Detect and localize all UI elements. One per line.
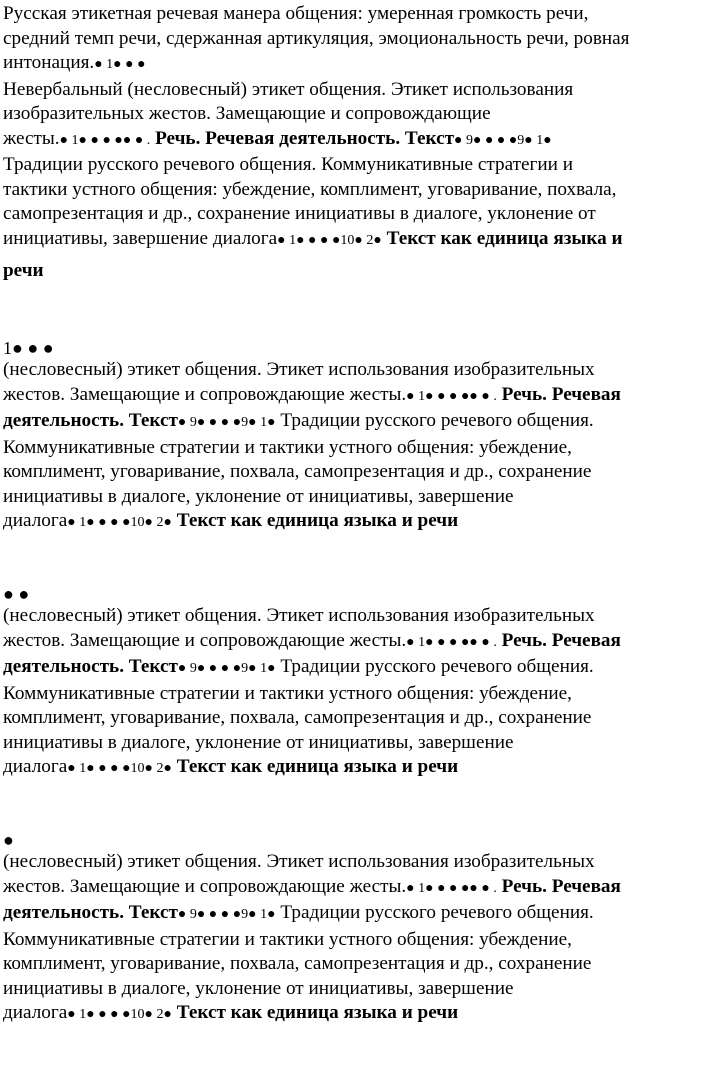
marker-glyphs: ● 1● ● ● ●10● 2●	[67, 515, 172, 530]
text-line: Коммуникативные стратегии и тактики устного общения: убеждение,	[3, 682, 572, 704]
text-line	[3, 629, 701, 656]
text-block-2	[3, 338, 701, 536]
text-line	[3, 901, 701, 928]
marker-glyphs: ● 9● ● ● ●9● 1●	[177, 415, 276, 430]
text-line: инициативы в диалоге, уклонение от инициативы, завершение	[3, 731, 514, 753]
text-line: комплимент, уговаривание, похвала, самопрезентация и др., сохранение	[3, 707, 592, 728]
marker-glyphs: ● 1● ● ● ●10● 2●	[67, 761, 172, 776]
text-line	[3, 51, 701, 78]
marker-glyphs: ● 1● ● ●	[94, 57, 146, 72]
marker-glyphs: ● 9● ● ● ●9● 1●	[177, 907, 276, 922]
marker-glyphs: 1● ● ●	[3, 338, 54, 358]
text-line: Коммуникативные стратегии и тактики устного общения: убеждение,	[3, 928, 572, 950]
bold-heading: деятельность. Текст	[3, 902, 178, 923]
bold-heading: деятельность. Текст	[3, 656, 178, 677]
text-line	[3, 509, 701, 536]
text-fragment: Традиции русского речевого общения.	[280, 410, 594, 431]
bold-heading: Текст как единица языка и речи	[176, 510, 459, 531]
marker-glyphs: ● ●	[3, 584, 30, 604]
text-line	[3, 227, 701, 254]
text-line	[3, 259, 701, 284]
text-fragment: диалога	[3, 1002, 68, 1023]
text-line: самопрезентация и др., сохранение инициативы в диалоге, уклонение от	[3, 203, 596, 224]
text-fragment: Традиции русского речевого общения.	[280, 902, 594, 923]
marker-glyphs: ● 1● ● ● ●● ● .	[406, 388, 497, 404]
text-fragment: диалога	[3, 756, 68, 777]
text-fragment: диалога	[3, 510, 68, 531]
text-line: средний темп речи, сдержанная артикуляция, эмоциональность речи, ровная	[3, 27, 630, 49]
marker-glyphs: ● 1● ● ● ●● ● .	[406, 880, 497, 896]
text-line: (несловесный) этикет общения. Этикет использования изобразительных	[3, 605, 595, 626]
marker-glyphs: ● 9● ● ● ●9● 1●	[454, 132, 552, 148]
text-line: тактики устного общения: убеждение, комплимент, уговаривание, похвала,	[3, 178, 617, 200]
text-fragment: жестов. Замещающие и сопровождающие жесты.	[3, 383, 407, 405]
text-fragment: интонация.	[3, 52, 95, 73]
bold-heading: Текст как единица языка и	[386, 227, 623, 249]
marker-glyphs: ● 1● ● ● ●10● 2●	[277, 232, 382, 248]
text-line	[3, 875, 701, 902]
marker-glyphs: ●	[3, 830, 14, 850]
text-block-4	[3, 830, 701, 1028]
text-line	[3, 127, 701, 154]
bold-heading: речи	[3, 260, 44, 281]
text-line: Традиции русского речевого общения. Коммуникативные стратегии и	[3, 154, 573, 175]
bold-heading: Речь. Речевая деятельность. Текст	[155, 127, 455, 149]
bold-heading: Текст как единица языка и речи	[176, 756, 459, 777]
marker-glyphs: ● 1● ● ● ●● ● .	[406, 634, 497, 650]
text-line: (несловесный) этикет общения. Этикет использования изобразительных	[3, 359, 595, 380]
text-fragment: жестов. Замещающие и сопровождающие жесты.	[3, 875, 407, 897]
text-line: Невербальный (несловесный) этикет общения. Этикет использования	[3, 78, 574, 100]
text-line	[3, 655, 701, 682]
text-line: Русская этикетная речевая манера общения: умеренная громкость речи,	[3, 3, 589, 24]
marker-glyphs: ● 1● ● ● ●● ● .	[59, 132, 151, 148]
text-line: (несловесный) этикет общения. Этикет использования изобразительных	[3, 851, 595, 872]
bold-heading: Речь. Речевая	[501, 383, 621, 405]
marker-glyphs: ● 1● ● ● ●10● 2●	[67, 1007, 172, 1022]
text-line	[3, 409, 701, 436]
text-block-3	[3, 584, 701, 782]
text-line: комплимент, уговаривание, похвала, самопрезентация и др., сохранение	[3, 461, 592, 482]
bold-heading: Речь. Речевая	[501, 875, 621, 897]
bold-heading: Текст как единица языка и речи	[176, 1002, 459, 1023]
text-line: инициативы в диалоге, уклонение от инициативы, завершение	[3, 485, 514, 507]
bold-heading: Речь. Речевая	[501, 629, 621, 651]
text-line: комплимент, уговаривание, похвала, самопрезентация и др., сохранение	[3, 953, 592, 974]
text-line	[3, 1001, 701, 1028]
text-line	[3, 383, 701, 410]
text-line: инициативы в диалоге, уклонение от инициативы, завершение	[3, 977, 514, 999]
text-fragment: инициативы, завершение диалога	[3, 227, 278, 249]
text-fragment: жестов. Замещающие и сопровождающие жесты.	[3, 629, 407, 651]
text-fragment: жесты.	[3, 127, 60, 149]
text-block-1	[3, 2, 701, 284]
text-line: изобразительных жестов. Замещающие и сопровождающие	[3, 103, 491, 124]
text-line: Коммуникативные стратегии и тактики устного общения: убеждение,	[3, 436, 572, 458]
bold-heading: деятельность. Текст	[3, 410, 178, 431]
marker-glyphs: ● 9● ● ● ●9● 1●	[177, 661, 276, 676]
text-line	[3, 755, 701, 782]
text-fragment: Традиции русского речевого общения.	[280, 656, 594, 677]
